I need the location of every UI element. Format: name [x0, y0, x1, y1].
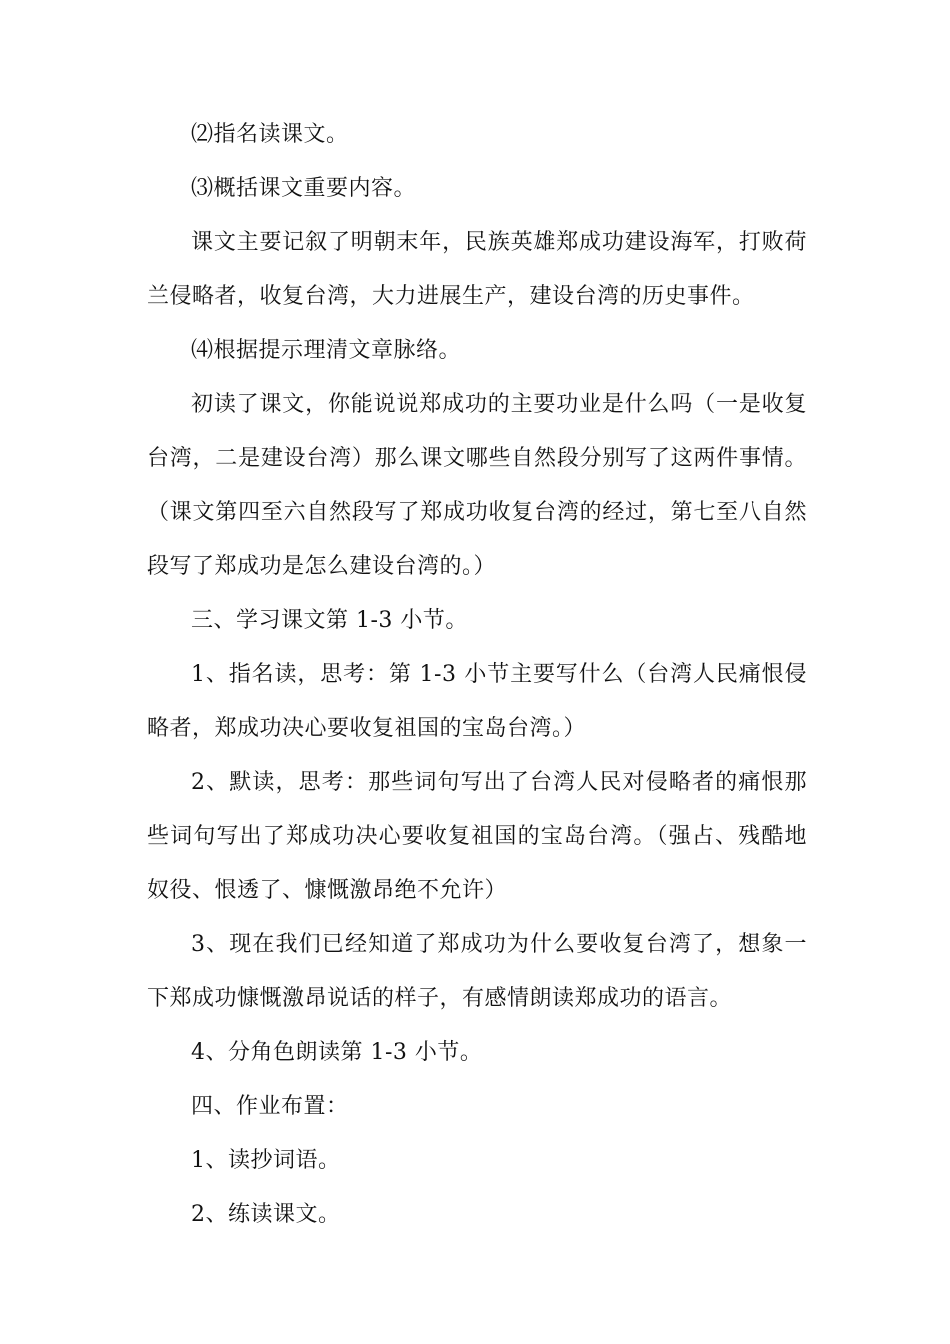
paragraph-first-reading: 初读了课文，你能说说郑成功的主要功业是什么吗（一是收复台湾，二是建设台湾）那么课文哪些自然段分别写了这两件事情。（课文第四至六自然段写了郑成功收复台湾的经过，第七至八自然段写了郑成功是怎么建设台湾的。） — [147, 392, 807, 579]
paragraph-summary-task: ⑶概括课文重要内容。 — [191, 176, 417, 201]
paragraph-reading-aloud: ⑵指名读课文。 — [191, 122, 349, 147]
homework-item-2: 2、练读课文。 — [191, 1202, 341, 1227]
paragraph-structure-task: ⑷根据提示理清文章脉络。 — [191, 338, 462, 363]
paragraph-step-1: 1、指名读，思考：第 1-3 小节主要写什么（台湾人民痛恨侵略者，郑成功决心要收复祖国的宝岛台湾。） — [147, 662, 807, 741]
paragraph-step-4: 4、分角色朗读第 1-3 小节。 — [191, 1040, 483, 1065]
paragraph-step-2: 2、默读，思考：那些词句写出了台湾人民对侵略者的痛恨那些词句写出了郑成功决心要收复祖国的宝岛台湾。（强占、残酷地奴役、恨透了、慷慨激昂绝不允许） — [147, 770, 807, 903]
homework-item-1: 1、读抄词语。 — [191, 1148, 341, 1173]
paragraph-main-content: 课文主要记叙了明朝末年，民族英雄郑成功建设海军，打败荷兰侵略者，收复台湾，大力进展生产，建设台湾的历史事件。 — [147, 230, 807, 309]
section-heading-three: 三、学习课文第 1-3 小节。 — [191, 608, 468, 633]
section-heading-four: 四、作业布置： — [191, 1094, 349, 1119]
document-body — [147, 108, 807, 1242]
paragraph-step-3: 3、现在我们已经知道了郑成功为什么要收复台湾了，想象一下郑成功慷慨激昂说话的样子，有感情朗读郑成功的语言。 — [147, 932, 807, 1011]
